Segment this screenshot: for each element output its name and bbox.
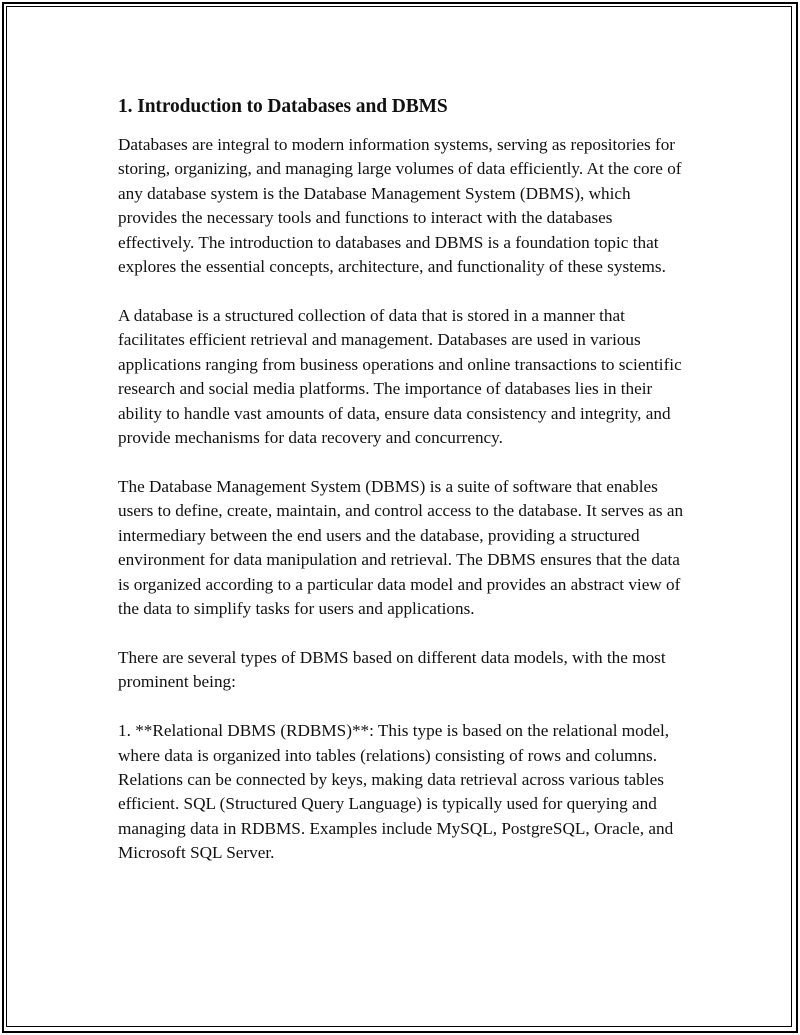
paragraph-rdbms: 1. **Relational DBMS (RDBMS)**: This type is based on the relational model, where data is organized into tables (relations) consisting of rows and columns. Relations can be connected by keys, making data retrieval across various tables efficient. SQL (Structured Query Language) is typically used for querying and managing data in RDBMS. Examples include MySQL, PostgreSQL, Oracle, and Microsoft SQL Server. — [118, 721, 674, 863]
section-heading: 1. Introduction to Databases and DBMS — [118, 96, 448, 117]
paragraph-intro: Databases are integral to modern information systems, serving as repositories for storing, organizing, and managing large volumes of data efficiently. At the core of any database system is the Database Management System (DBMS), which provides the necessary tools and functions to interact with the databases effectively. The introduction to databases and DBMS is a foundation topic that explores the essential concepts, architecture, and functionality of these systems. — [118, 135, 682, 277]
document-body — [118, 94, 688, 890]
paragraph-dbms-types: There are several types of DBMS based on different data models, with the most prominent being: — [118, 647, 666, 692]
paragraph-dbms-definition: The Database Management System (DBMS) is a suite of software that enables users to define, create, maintain, and control access to the database. It serves as an intermediary between the end users and the database, providing a structured environment for data manipulation and retrieval. The DBMS ensures that the data is organized according to a particular data model and provides an abstract view of the data to simplify tasks for users and applications. — [118, 476, 684, 618]
paragraph-database-definition: A database is a structured collection of data that is stored in a manner that facilitates efficient retrieval and management. Databases are used in various applications ranging from business operations and online transactions to scientific research and social media platforms. The importance of databases lies in their ability to handle vast amounts of data, ensure data consistency and integrity, and provide mechanisms for data recovery and concurrency. — [118, 305, 682, 447]
